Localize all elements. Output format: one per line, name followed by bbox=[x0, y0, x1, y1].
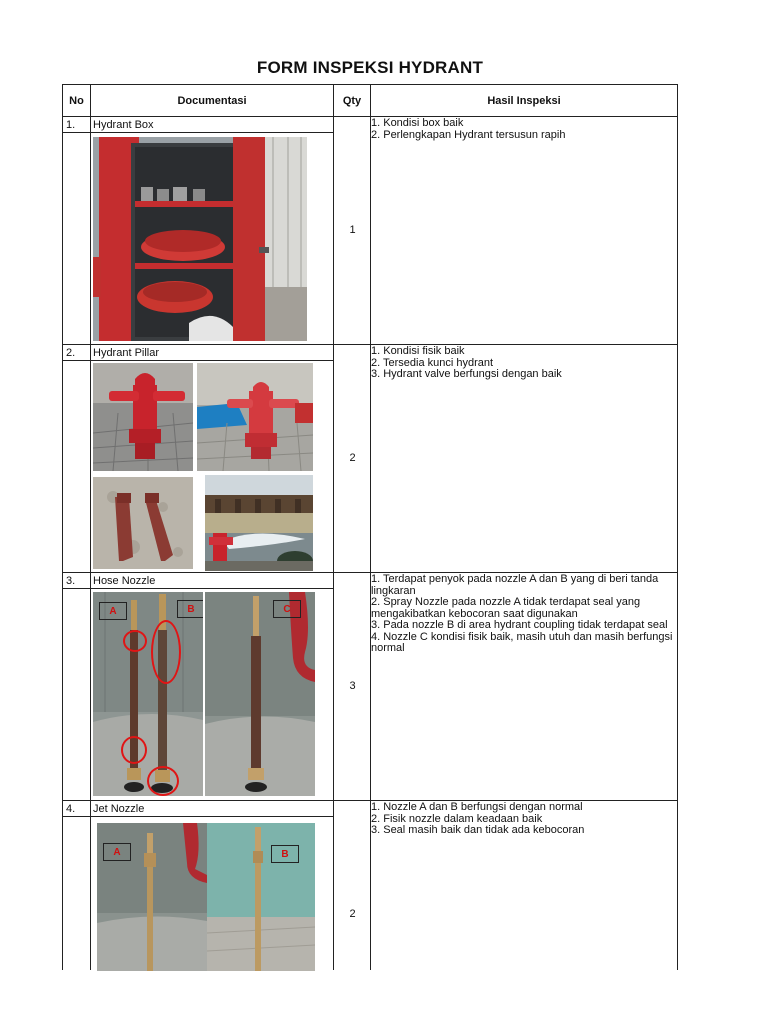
row-2-qty: 2 bbox=[349, 452, 356, 464]
hydrant-pillar-photo-1 bbox=[93, 363, 193, 471]
row-4-name: Jet Nozzle bbox=[93, 803, 145, 815]
dent-marker-3 bbox=[121, 736, 147, 764]
dent-marker-1 bbox=[123, 630, 147, 652]
jet-nozzle-photo-b bbox=[207, 823, 315, 971]
row-4-qty: 2 bbox=[349, 908, 356, 920]
row-3-hasil: 1. Terdapat penyok pada nozzle A dan B yang di beri tanda lingkaran 2. Spray Nozzle pada nozzle A tidak terdapat seal yang mengakibatkan kebocoran saat digunakan 3. Pada nozzle B di area hydrant coupling tidak terdapat seal 4. Nozzle C kondisi fisik baik, masih utuh dan masih berfungsi normal bbox=[371, 573, 673, 654]
header-no: No bbox=[69, 94, 84, 107]
header-documentasi: Documentasi bbox=[177, 94, 247, 107]
hydrant-key-photo bbox=[93, 477, 193, 569]
hose-nozzle-photo-c bbox=[205, 592, 315, 796]
hydrant-valve-test-photo bbox=[205, 475, 313, 571]
row-3-qty: 3 bbox=[349, 680, 356, 692]
dent-marker-2 bbox=[151, 620, 181, 684]
row-1-no: 1. bbox=[66, 119, 76, 131]
hose-nozzle-photo-ab bbox=[93, 592, 203, 796]
row-3-no: 3. bbox=[66, 575, 76, 587]
row-1-name: Hydrant Box bbox=[93, 119, 154, 131]
header-hasil: Hasil Inspeksi bbox=[487, 94, 561, 107]
row-1-hasil: 1. Kondisi box baik 2. Perlengkapan Hydrant tersusun rapih bbox=[371, 117, 566, 141]
label-b-badge: B bbox=[177, 600, 203, 618]
label-b-badge: B bbox=[271, 845, 299, 863]
dent-marker-4 bbox=[147, 766, 179, 796]
label-a-badge: A bbox=[103, 843, 131, 861]
page-title: FORM INSPEKSI HYDRANT bbox=[256, 58, 484, 77]
row-4-no: 4. bbox=[66, 803, 76, 815]
row-3-name: Hose Nozzle bbox=[93, 575, 156, 587]
row-1-qty: 1 bbox=[349, 224, 356, 236]
label-c-badge: C bbox=[273, 600, 301, 618]
jet-nozzle-photo-a bbox=[97, 823, 207, 971]
row-4-hasil: 1. Nozzle A dan B berfungsi dengan normal 2. Fisik nozzle dalam keadaan baik 3. Seal masih baik dan tidak ada kebocoran bbox=[371, 801, 585, 836]
hydrant-pillar-photo-2 bbox=[197, 363, 313, 471]
row-2-name: Hydrant Pillar bbox=[93, 347, 160, 359]
header-qty: Qty bbox=[342, 94, 362, 107]
hydrant-box-photo bbox=[93, 137, 307, 341]
row-2-hasil: 1. Kondisi fisik baik 2. Tersedia kunci hydrant 3. Hydrant valve berfungsi dengan baik bbox=[371, 345, 562, 380]
inspection-table bbox=[62, 84, 678, 970]
row-2-no: 2. bbox=[66, 347, 76, 359]
label-a-badge: A bbox=[99, 602, 127, 620]
